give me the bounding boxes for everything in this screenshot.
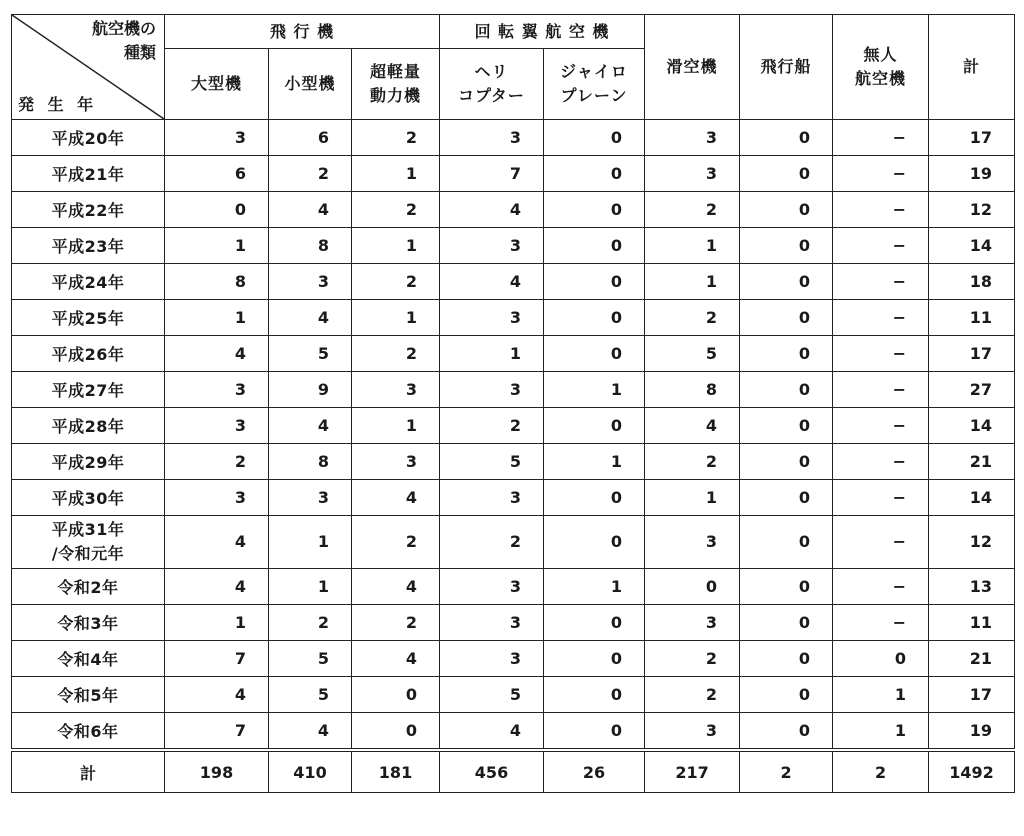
airship-cell: 0 bbox=[740, 641, 833, 677]
col-header-large-aircraft: 大型機 bbox=[165, 49, 269, 120]
small-aircraft-cell: 8 bbox=[269, 444, 352, 480]
small-aircraft-cell: 2 bbox=[269, 156, 352, 192]
glider-cell: 2 bbox=[645, 641, 740, 677]
ultralight-cell: 2 bbox=[352, 336, 440, 372]
large-aircraft-cell: 1 bbox=[165, 300, 269, 336]
row-total-cell: 11 bbox=[929, 605, 1015, 641]
glider-cell: 3 bbox=[645, 605, 740, 641]
total-small-aircraft: 410 bbox=[269, 750, 352, 793]
large-aircraft-cell: 0 bbox=[165, 192, 269, 228]
airship-cell: 0 bbox=[740, 120, 833, 156]
uav-cell: − bbox=[833, 120, 929, 156]
ultralight-cell: 4 bbox=[352, 480, 440, 516]
large-aircraft-cell: 3 bbox=[165, 372, 269, 408]
table-row bbox=[12, 444, 1015, 480]
ultralight-cell: 0 bbox=[352, 677, 440, 713]
ultralight-cell: 3 bbox=[352, 372, 440, 408]
corner-header-cell bbox=[12, 15, 165, 120]
helicopter-cell: 2 bbox=[440, 408, 544, 444]
col-header-uav-line2: 航空機 bbox=[855, 69, 907, 88]
glider-cell: 2 bbox=[645, 300, 740, 336]
uav-cell: − bbox=[833, 300, 929, 336]
helicopter-cell: 2 bbox=[440, 516, 544, 569]
row-total-cell: 14 bbox=[929, 480, 1015, 516]
ultralight-cell: 2 bbox=[352, 192, 440, 228]
col-header-gyroplane-line2: プレーン bbox=[560, 86, 628, 105]
airship-cell: 0 bbox=[740, 480, 833, 516]
row-total-cell: 12 bbox=[929, 192, 1015, 228]
year-cell: 令和2年 bbox=[12, 569, 165, 605]
row-total-cell: 21 bbox=[929, 641, 1015, 677]
helicopter-cell: 3 bbox=[440, 569, 544, 605]
gyroplane-cell: 0 bbox=[544, 300, 645, 336]
uav-cell: − bbox=[833, 480, 929, 516]
airship-cell: 0 bbox=[740, 300, 833, 336]
ultralight-cell: 2 bbox=[352, 516, 440, 569]
total-large-aircraft: 198 bbox=[165, 750, 269, 793]
table-row bbox=[12, 264, 1015, 300]
col-header-helicopter bbox=[440, 49, 544, 120]
glider-cell: 4 bbox=[645, 408, 740, 444]
airship-cell: 0 bbox=[740, 713, 833, 751]
year-cell: 平成21年 bbox=[12, 156, 165, 192]
helicopter-cell: 5 bbox=[440, 677, 544, 713]
row-total-cell: 19 bbox=[929, 156, 1015, 192]
gyroplane-cell: 1 bbox=[544, 569, 645, 605]
glider-cell: 1 bbox=[645, 228, 740, 264]
gyroplane-cell: 0 bbox=[544, 408, 645, 444]
uav-cell: − bbox=[833, 156, 929, 192]
row-total-cell: 21 bbox=[929, 444, 1015, 480]
table-row bbox=[12, 641, 1015, 677]
year-cell: 令和6年 bbox=[12, 713, 165, 751]
row-total-cell: 27 bbox=[929, 372, 1015, 408]
col-header-glider: 滑空機 bbox=[645, 15, 740, 120]
large-aircraft-cell: 4 bbox=[165, 336, 269, 372]
table-row bbox=[12, 713, 1015, 751]
total-uav: 2 bbox=[833, 750, 929, 793]
table-row bbox=[12, 372, 1015, 408]
ultralight-cell: 1 bbox=[352, 156, 440, 192]
ultralight-cell: 2 bbox=[352, 120, 440, 156]
uav-cell: − bbox=[833, 444, 929, 480]
year-cell: 令和3年 bbox=[12, 605, 165, 641]
aircraft-accident-table bbox=[11, 14, 1015, 793]
col-header-ultralight bbox=[352, 49, 440, 120]
table-header bbox=[12, 15, 1015, 120]
uav-cell: − bbox=[833, 192, 929, 228]
airship-cell: 0 bbox=[740, 677, 833, 713]
ultralight-cell: 0 bbox=[352, 713, 440, 751]
ultralight-cell: 1 bbox=[352, 228, 440, 264]
gyroplane-cell: 0 bbox=[544, 480, 645, 516]
year-cell: 平成27年 bbox=[12, 372, 165, 408]
table-body bbox=[12, 120, 1015, 793]
airship-cell: 0 bbox=[740, 264, 833, 300]
year-cell: 令和5年 bbox=[12, 677, 165, 713]
group-header-fixed-wing: 飛 行 機 bbox=[165, 15, 440, 49]
helicopter-cell: 3 bbox=[440, 372, 544, 408]
col-header-helicopter-line2: コプター bbox=[458, 86, 525, 105]
ultralight-cell: 4 bbox=[352, 569, 440, 605]
helicopter-cell: 3 bbox=[440, 228, 544, 264]
col-header-airship: 飛行船 bbox=[740, 15, 833, 120]
row-total-cell: 14 bbox=[929, 228, 1015, 264]
airship-cell: 0 bbox=[740, 569, 833, 605]
gyroplane-cell: 0 bbox=[544, 156, 645, 192]
small-aircraft-cell: 1 bbox=[269, 569, 352, 605]
year-cell: 平成28年 bbox=[12, 408, 165, 444]
corner-year-label: 発 生 年 bbox=[18, 95, 98, 114]
gyroplane-cell: 0 bbox=[544, 264, 645, 300]
uav-cell: − bbox=[833, 605, 929, 641]
small-aircraft-cell: 2 bbox=[269, 605, 352, 641]
col-header-helicopter-line1: ヘリ bbox=[474, 62, 509, 81]
helicopter-cell: 1 bbox=[440, 336, 544, 372]
total-helicopter: 456 bbox=[440, 750, 544, 793]
large-aircraft-cell: 1 bbox=[165, 605, 269, 641]
col-header-total: 計 bbox=[929, 15, 1015, 120]
year-cell: 平成20年 bbox=[12, 120, 165, 156]
uav-cell: 1 bbox=[833, 677, 929, 713]
totals-row bbox=[12, 750, 1015, 793]
helicopter-cell: 3 bbox=[440, 120, 544, 156]
ultralight-cell: 1 bbox=[352, 300, 440, 336]
year-cell: 平成23年 bbox=[12, 228, 165, 264]
helicopter-cell: 4 bbox=[440, 713, 544, 751]
small-aircraft-cell: 1 bbox=[269, 516, 352, 569]
table-row bbox=[12, 569, 1015, 605]
glider-cell: 2 bbox=[645, 444, 740, 480]
year-cell: 平成25年 bbox=[12, 300, 165, 336]
small-aircraft-cell: 8 bbox=[269, 228, 352, 264]
ultralight-cell: 2 bbox=[352, 264, 440, 300]
table-row bbox=[12, 480, 1015, 516]
year-cell: 平成22年 bbox=[12, 192, 165, 228]
small-aircraft-cell: 5 bbox=[269, 336, 352, 372]
gyroplane-cell: 1 bbox=[544, 372, 645, 408]
uav-cell: − bbox=[833, 408, 929, 444]
row-total-cell: 19 bbox=[929, 713, 1015, 751]
total-gyroplane: 26 bbox=[544, 750, 645, 793]
totals-label: 計 bbox=[12, 750, 165, 793]
small-aircraft-cell: 9 bbox=[269, 372, 352, 408]
corner-aircraft-type-label bbox=[92, 17, 156, 65]
gyroplane-cell: 0 bbox=[544, 192, 645, 228]
helicopter-cell: 3 bbox=[440, 300, 544, 336]
helicopter-cell: 3 bbox=[440, 480, 544, 516]
small-aircraft-cell: 5 bbox=[269, 641, 352, 677]
year-cell: 平成30年 bbox=[12, 480, 165, 516]
airship-cell: 0 bbox=[740, 228, 833, 264]
table-row bbox=[12, 408, 1015, 444]
uav-cell: − bbox=[833, 569, 929, 605]
row-total-cell: 13 bbox=[929, 569, 1015, 605]
col-header-uav bbox=[833, 15, 929, 120]
year-cell-line2: /令和元年 bbox=[51, 544, 125, 563]
small-aircraft-cell: 4 bbox=[269, 713, 352, 751]
row-total-cell: 17 bbox=[929, 120, 1015, 156]
airship-cell: 0 bbox=[740, 156, 833, 192]
small-aircraft-cell: 4 bbox=[269, 408, 352, 444]
large-aircraft-cell: 3 bbox=[165, 120, 269, 156]
airship-cell: 0 bbox=[740, 372, 833, 408]
corner-top-line2: 種類 bbox=[123, 43, 156, 62]
glider-cell: 3 bbox=[645, 713, 740, 751]
large-aircraft-cell: 8 bbox=[165, 264, 269, 300]
table-row bbox=[12, 300, 1015, 336]
year-cell: 平成29年 bbox=[12, 444, 165, 480]
gyroplane-cell: 1 bbox=[544, 444, 645, 480]
table-row bbox=[12, 120, 1015, 156]
col-header-ultralight-line2: 動力機 bbox=[369, 86, 421, 105]
glider-cell: 1 bbox=[645, 264, 740, 300]
row-total-cell: 12 bbox=[929, 516, 1015, 569]
row-total-cell: 14 bbox=[929, 408, 1015, 444]
large-aircraft-cell: 4 bbox=[165, 569, 269, 605]
helicopter-cell: 7 bbox=[440, 156, 544, 192]
table-row bbox=[12, 516, 1015, 569]
large-aircraft-cell: 3 bbox=[165, 480, 269, 516]
large-aircraft-cell: 7 bbox=[165, 641, 269, 677]
airship-cell: 0 bbox=[740, 336, 833, 372]
uav-cell: 0 bbox=[833, 641, 929, 677]
uav-cell: − bbox=[833, 372, 929, 408]
ultralight-cell: 4 bbox=[352, 641, 440, 677]
col-header-ultralight-line1: 超軽量 bbox=[369, 62, 421, 81]
uav-cell: − bbox=[833, 516, 929, 569]
glider-cell: 3 bbox=[645, 516, 740, 569]
total-glider: 217 bbox=[645, 750, 740, 793]
gyroplane-cell: 0 bbox=[544, 228, 645, 264]
uav-cell: − bbox=[833, 336, 929, 372]
gyroplane-cell: 0 bbox=[544, 677, 645, 713]
large-aircraft-cell: 2 bbox=[165, 444, 269, 480]
gyroplane-cell: 0 bbox=[544, 641, 645, 677]
uav-cell: − bbox=[833, 264, 929, 300]
large-aircraft-cell: 6 bbox=[165, 156, 269, 192]
year-cell bbox=[12, 516, 165, 569]
gyroplane-cell: 0 bbox=[544, 713, 645, 751]
airship-cell: 0 bbox=[740, 444, 833, 480]
uav-cell: 1 bbox=[833, 713, 929, 751]
year-cell: 平成26年 bbox=[12, 336, 165, 372]
airship-cell: 0 bbox=[740, 516, 833, 569]
glider-cell: 8 bbox=[645, 372, 740, 408]
glider-cell: 2 bbox=[645, 677, 740, 713]
ultralight-cell: 3 bbox=[352, 444, 440, 480]
group-header-rotorcraft: 回 転 翼 航 空 機 bbox=[440, 15, 645, 49]
total-ultralight: 181 bbox=[352, 750, 440, 793]
grand-total: 1492 bbox=[929, 750, 1015, 793]
helicopter-cell: 4 bbox=[440, 192, 544, 228]
year-cell: 令和4年 bbox=[12, 641, 165, 677]
glider-cell: 3 bbox=[645, 156, 740, 192]
col-header-small-aircraft: 小型機 bbox=[269, 49, 352, 120]
year-cell-line1: 平成31年 bbox=[51, 520, 125, 539]
uav-cell: − bbox=[833, 228, 929, 264]
large-aircraft-cell: 1 bbox=[165, 228, 269, 264]
row-total-cell: 17 bbox=[929, 677, 1015, 713]
col-header-gyroplane-line1: ジャイロ bbox=[560, 62, 628, 81]
small-aircraft-cell: 3 bbox=[269, 480, 352, 516]
row-total-cell: 11 bbox=[929, 300, 1015, 336]
glider-cell: 3 bbox=[645, 120, 740, 156]
helicopter-cell: 5 bbox=[440, 444, 544, 480]
ultralight-cell: 2 bbox=[352, 605, 440, 641]
gyroplane-cell: 0 bbox=[544, 120, 645, 156]
glider-cell: 5 bbox=[645, 336, 740, 372]
small-aircraft-cell: 3 bbox=[269, 264, 352, 300]
helicopter-cell: 4 bbox=[440, 264, 544, 300]
airship-cell: 0 bbox=[740, 605, 833, 641]
table-row bbox=[12, 192, 1015, 228]
table-row bbox=[12, 156, 1015, 192]
year-cell: 平成24年 bbox=[12, 264, 165, 300]
col-header-uav-line1: 無人 bbox=[863, 45, 898, 64]
gyroplane-cell: 0 bbox=[544, 336, 645, 372]
large-aircraft-cell: 4 bbox=[165, 677, 269, 713]
row-total-cell: 17 bbox=[929, 336, 1015, 372]
ultralight-cell: 1 bbox=[352, 408, 440, 444]
gyroplane-cell: 0 bbox=[544, 516, 645, 569]
small-aircraft-cell: 5 bbox=[269, 677, 352, 713]
helicopter-cell: 3 bbox=[440, 641, 544, 677]
helicopter-cell: 3 bbox=[440, 605, 544, 641]
small-aircraft-cell: 6 bbox=[269, 120, 352, 156]
large-aircraft-cell: 7 bbox=[165, 713, 269, 751]
small-aircraft-cell: 4 bbox=[269, 192, 352, 228]
small-aircraft-cell: 4 bbox=[269, 300, 352, 336]
total-airship: 2 bbox=[740, 750, 833, 793]
gyroplane-cell: 0 bbox=[544, 605, 645, 641]
airship-cell: 0 bbox=[740, 192, 833, 228]
table-row bbox=[12, 677, 1015, 713]
airship-cell: 0 bbox=[740, 408, 833, 444]
glider-cell: 2 bbox=[645, 192, 740, 228]
table-row bbox=[12, 336, 1015, 372]
glider-cell: 1 bbox=[645, 480, 740, 516]
col-header-gyroplane bbox=[544, 49, 645, 120]
corner-top-line1: 航空機の bbox=[91, 19, 156, 38]
large-aircraft-cell: 3 bbox=[165, 408, 269, 444]
table-row bbox=[12, 228, 1015, 264]
table-row bbox=[12, 605, 1015, 641]
row-total-cell: 18 bbox=[929, 264, 1015, 300]
large-aircraft-cell: 4 bbox=[165, 516, 269, 569]
glider-cell: 0 bbox=[645, 569, 740, 605]
